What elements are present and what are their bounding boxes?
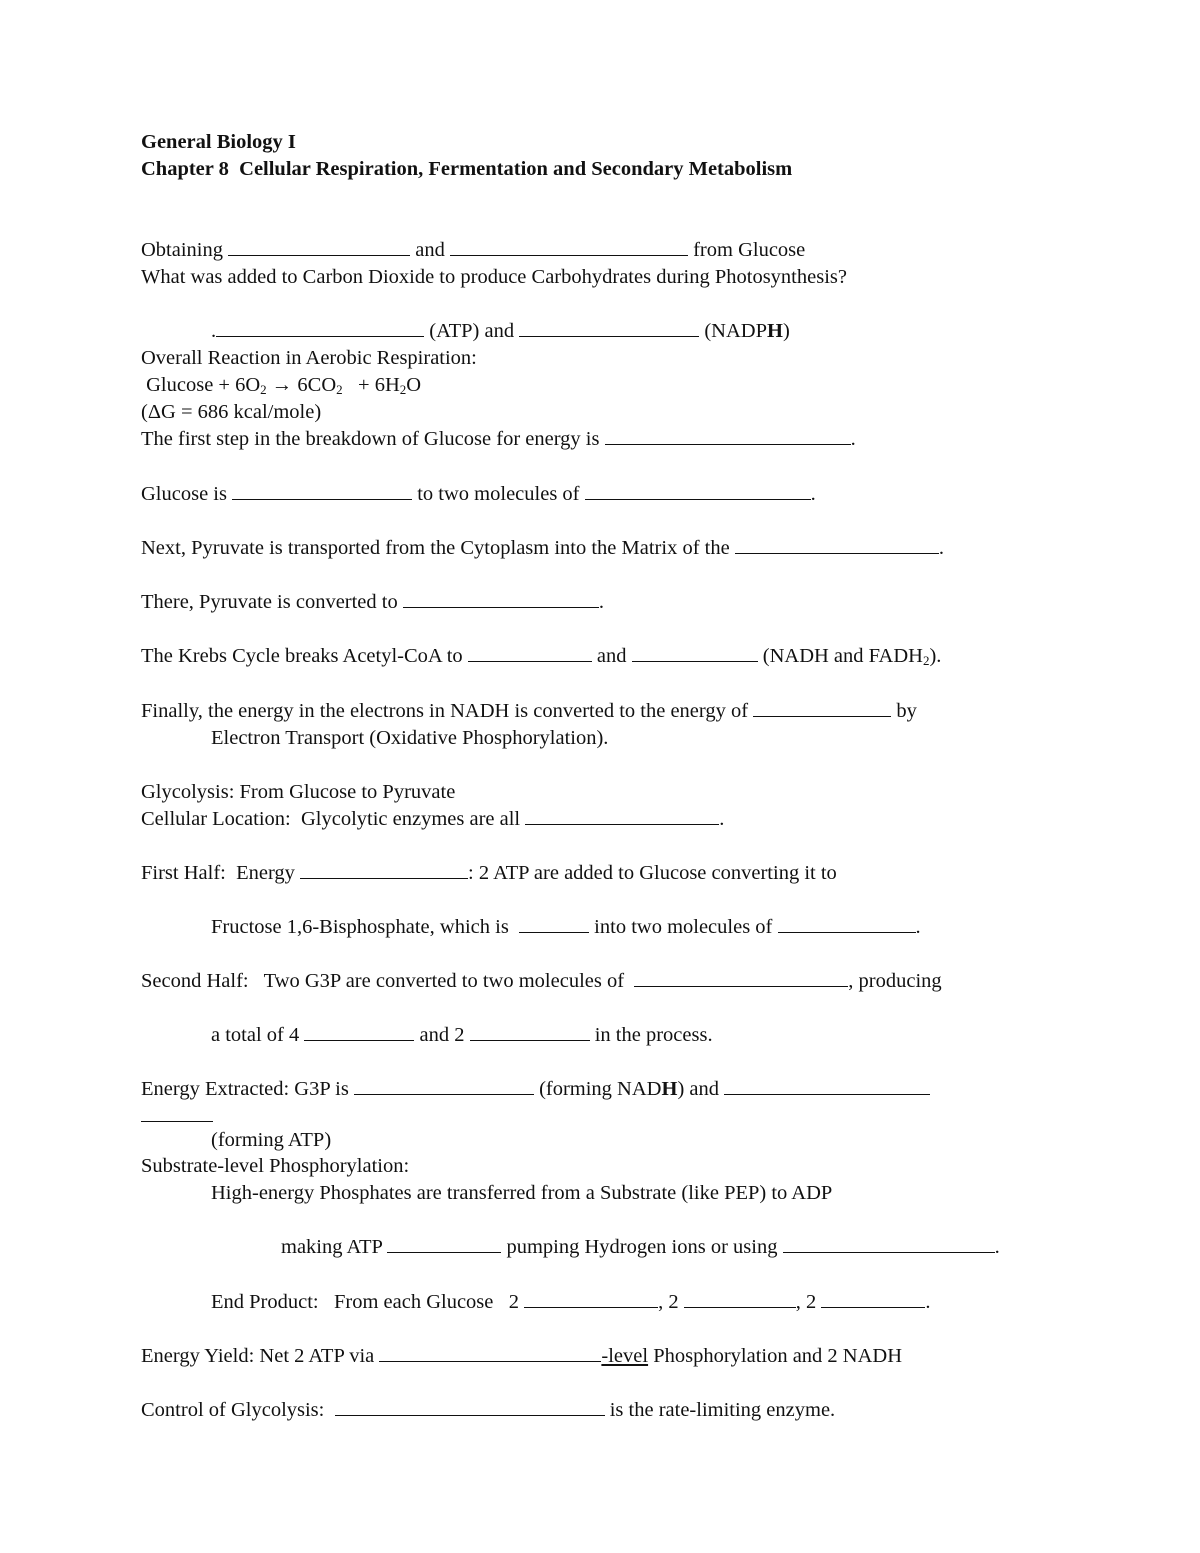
blank-field[interactable]	[403, 590, 599, 608]
line-atp-nadph: . (ATP) and (NADPH)	[211, 320, 790, 342]
line-total-of-4: a total of 4 and 2 in the process.	[211, 1024, 713, 1046]
line-energy-extracted: Energy Extracted: G3P is (forming NADH) and	[141, 1076, 930, 1102]
line-pyruvate-transport: Next, Pyruvate is transported from the Cytoplasm into the Matrix of the .	[141, 537, 944, 559]
course-title: General Biology I	[141, 131, 296, 153]
blank-field[interactable]	[300, 861, 468, 879]
blank-field[interactable]	[228, 238, 410, 256]
line-pyruvate-converted: There, Pyruvate is converted to .	[141, 591, 604, 613]
line-photosynthesis-question: What was added to Carbon Dioxide to produce Carbohydrates during Photosynthesis?	[141, 266, 847, 288]
line-obtaining: Obtaining and from Glucose	[141, 239, 806, 261]
blank-field[interactable]	[783, 1235, 995, 1253]
line-equation: $Glucose + 6O_2 \to 6CO_2 + 6H_2O$	[141, 374, 422, 397]
blank-field[interactable]	[524, 1290, 658, 1308]
blank-field[interactable]	[470, 1023, 590, 1041]
line-first-half: First Half: Energy : 2 ATP are added to Glucose converting it to	[141, 862, 837, 884]
blank-field[interactable]	[335, 1398, 605, 1416]
line-electron-energy: Finally, the energy in the electrons in NADH is converted to the energy of by	[141, 700, 917, 722]
line-overall-reaction: Overall Reaction in Aerobic Respiration:	[141, 347, 477, 369]
line-control-glycolysis: Control of Glycolysis: is the rate-limiting enzyme.	[141, 1399, 836, 1421]
blank-field[interactable]	[585, 482, 811, 500]
blank-field[interactable]	[605, 427, 851, 445]
chapter-title: Chapter 8 Cellular Respiration, Fermentation and Secondary Metabolism	[141, 158, 793, 180]
line-energy-extracted-wrap	[141, 1103, 213, 1129]
line-first-step: The first step in the breakdown of Glucose for energy is .	[141, 428, 856, 450]
blank-field[interactable]	[519, 319, 699, 337]
blank-field[interactable]	[468, 644, 592, 662]
blank-field[interactable]	[735, 536, 939, 554]
blank-field[interactable]	[304, 1023, 414, 1041]
blank-field[interactable]	[632, 644, 758, 662]
blank-field[interactable]	[387, 1235, 501, 1253]
blank-field[interactable]	[450, 238, 688, 256]
blank-field[interactable]	[141, 1104, 213, 1122]
line-forming-atp: (forming ATP)	[211, 1129, 332, 1151]
blank-field[interactable]	[216, 319, 424, 337]
blank-field[interactable]	[753, 699, 891, 717]
blank-field[interactable]	[634, 969, 848, 987]
line-energy-yield: Energy Yield: Net 2 ATP via -level Phosphorylation and 2 NADH	[141, 1345, 903, 1367]
section-glycolysis: Glycolysis: From Glucose to Pyruvate	[141, 781, 456, 803]
blank-field[interactable]	[519, 915, 589, 933]
line-cellular-location: Cellular Location: Glycolytic enzymes are all .	[141, 808, 725, 830]
blank-field[interactable]	[724, 1077, 930, 1095]
line-krebs-cycle: The Krebs Cycle breaks Acetyl-CoA to and (NADH and $FADH_2$).	[141, 645, 942, 668]
line-electron-transport: Electron Transport (Oxidative Phosphorylation).	[211, 727, 609, 749]
line-end-product: End Product: From each Glucose 2 , 2 , 2 .	[211, 1291, 931, 1313]
blank-field[interactable]	[684, 1290, 796, 1308]
line-fructose: Fructose 1,6-Bisphosphate, which is into two molecules of .	[211, 916, 921, 938]
blank-field[interactable]	[821, 1290, 925, 1308]
blank-field[interactable]	[525, 807, 719, 825]
line-substrate-level: Substrate-level Phosphorylation:	[141, 1155, 410, 1177]
line-glucose-is: Glucose is to two molecules of .	[141, 483, 816, 505]
line-making-atp: making ATP pumping Hydrogen ions or using .	[281, 1236, 1000, 1258]
blank-field[interactable]	[778, 915, 916, 933]
blank-field[interactable]	[379, 1344, 601, 1362]
line-second-half: Second Half: Two G3P are converted to two molecules of , producing	[141, 970, 942, 992]
line-delta-g: (ΔG = 686 kcal/mole)	[141, 401, 322, 423]
blank-field[interactable]	[232, 482, 412, 500]
line-high-energy-phosphates: High-energy Phosphates are transferred from a Substrate (like PEP) to ADP	[211, 1182, 833, 1204]
blank-field[interactable]	[354, 1077, 534, 1095]
